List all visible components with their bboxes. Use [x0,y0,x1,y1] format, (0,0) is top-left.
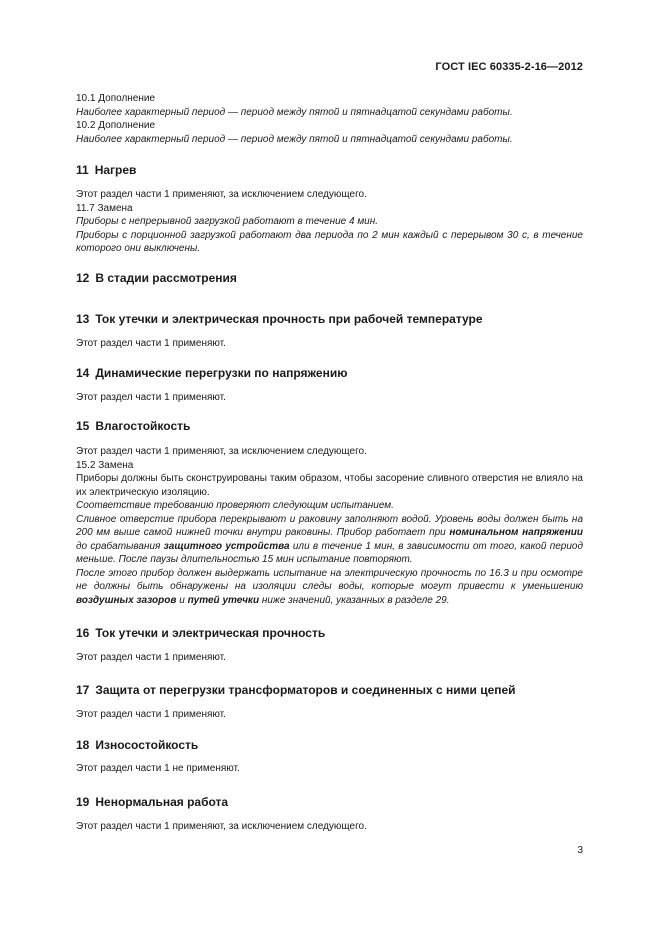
section-number: 13 [76,312,90,326]
section-title: Ток утечки и электрическая прочность [95,626,326,640]
section-title: Нагрев [94,163,137,177]
term-rated-voltage: номинальном напряжении [449,527,583,538]
paragraph: Приборы с непрерывной загрузкой работают в течение 4 мин. [76,216,379,227]
paragraph [76,513,583,567]
term-creepage-distances: путей утечки [187,594,260,606]
section-number: 17 [76,683,90,697]
clause-10-2-text: Наиболее характерный период — период между пятой и пятнадцатой секундами работы. [76,133,513,145]
paragraph: Этот раздел части 1 применяют, за исключением следующего. [76,821,367,832]
section-12-heading [76,271,237,285]
clause-10-2-title: 10.2 Дополнение [76,120,156,131]
document-header-id: ГОСТ IEC 60335-2-16—2012 [435,61,583,73]
section-17-heading [76,683,516,697]
section-15-body [76,445,583,607]
section-number: 11 [76,163,89,177]
section-title: Динамические перегрузки по напряжению [95,366,348,380]
section-14-heading [76,366,347,380]
section-number: 15 [76,419,90,433]
text-run: После этого прибор должен выдержать испытание на электрическую прочность по 16.3 и при осмотре не должны быть обнаружены на изоляции следы воды, которые могут привести к уменьшению [76,567,583,592]
section-13-body [76,337,583,351]
section-14-body [76,391,583,405]
section-title: Влагостойкость [95,419,191,433]
clause-10-1-text: Наиболее характерный период — период между пятой и пятнадцатой секундами работы. [76,106,513,118]
section-number: 18 [76,738,90,752]
text-run: Сливное отверстие прибора перекрывают и раковину заполняют водой. Уровень воды должен быть на 200 мм выше самой нижней точки внутри раковины. Прибор работает при [76,513,583,538]
section-18-body [76,762,583,776]
text-run: до срабатывания [76,540,164,552]
section-11-body [76,188,583,256]
paragraph: Этот раздел части 1 не применяют. [76,763,240,774]
clause-10-block [76,92,583,146]
section-number: 12 [76,271,90,285]
section-number: 16 [76,626,90,640]
paragraph: Этот раздел части 1 применяют. [76,709,226,720]
paragraph: Этот раздел части 1 применяют. [76,338,226,349]
text-run: или в течение 1 мин, в зависимости от того, какой период меньше. После паузы длительностью 15 мин испытание повторяют. [76,540,583,565]
clause-10-1-title: 10.1 Дополнение [76,93,156,104]
page-number: 3 [577,845,583,856]
term-protective-device: защитного устройства [163,540,290,552]
section-18-heading [76,738,198,752]
paragraph: Этот раздел части 1 применяют. [76,652,226,663]
clause-title: 11.7 Замена [76,202,133,214]
section-13-heading [76,312,483,326]
section-17-body [76,708,583,722]
paragraph: Приборы с порционной загрузкой работают два периода по 2 мин каждый с перерывом 30 с, в течение которого они выключены. [76,229,583,254]
term-clearances: воздушных зазоров [76,594,177,606]
paragraph: Этот раздел части 1 применяют, за исключением следующего. [76,446,367,457]
section-title: Ненормальная работа [95,795,229,809]
section-19-heading [76,795,228,809]
paragraph [76,567,583,608]
section-title: Ток утечки и электрическая прочность при рабочей температуре [95,312,483,326]
text-run: и [176,594,188,606]
section-16-body [76,651,583,665]
paragraph: Приборы должны быть сконструированы таким образом, чтобы засорение сливного отверстия не влияло на их электрическую изоляцию. [76,473,583,498]
section-16-heading [76,626,325,640]
section-title: В стадии рассмотрения [95,271,237,285]
section-15-heading [76,419,190,433]
section-number: 19 [76,795,90,809]
section-number: 14 [76,366,90,380]
paragraph: Этот раздел части 1 применяют, за исключением следующего. [76,189,367,200]
section-title: Защита от перегрузки трансформаторов и соединенных с ними цепей [95,683,516,697]
section-11-heading [76,163,136,177]
paragraph: Соответствие требованию проверяют следующим испытанием. [76,500,394,511]
paragraph: Этот раздел части 1 применяют. [76,392,226,403]
section-19-body [76,820,583,834]
section-title: Износостойкость [95,738,199,752]
text-run: ниже значений, указанных в разделе 29. [259,594,450,606]
clause-title: 15.2 Замена [76,459,134,471]
